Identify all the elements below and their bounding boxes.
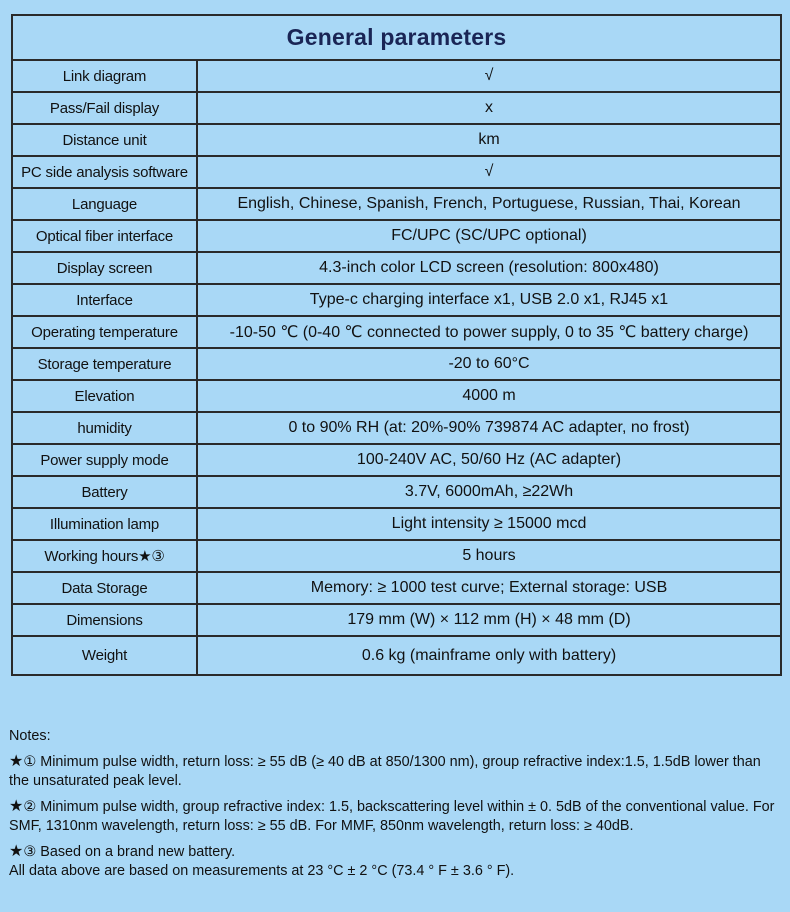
row-label: Dimensions xyxy=(12,604,197,636)
row-label: Display screen xyxy=(12,252,197,284)
table-row xyxy=(12,540,781,572)
table-row xyxy=(12,60,781,92)
table-row xyxy=(12,604,781,636)
row-label: humidity xyxy=(12,412,197,444)
table-row xyxy=(12,572,781,604)
row-label: Distance unit xyxy=(12,124,197,156)
row-value: √ xyxy=(197,156,781,188)
row-value: Light intensity ≥ 15000 mcd xyxy=(197,508,781,540)
row-value: English, Chinese, Spanish, French, Portuguese, Russian, Thai, Korean xyxy=(197,188,781,220)
row-value: Memory: ≥ 1000 test curve; External storage: USB xyxy=(197,572,781,604)
table-row xyxy=(12,92,781,124)
note-1-text: Minimum pulse width, return loss: ≥ 55 dB (≥ 40 dB at 850/1300 nm), group refractive index:1.5, 1.5dB lower than the unsaturated peak level. xyxy=(9,754,761,789)
row-value: -20 to 60°C xyxy=(197,348,781,380)
table-title: General parameters xyxy=(12,15,781,60)
table-row xyxy=(12,636,781,675)
row-value: FC/UPC (SC/UPC optional) xyxy=(197,220,781,252)
table-row xyxy=(12,380,781,412)
row-label: Language xyxy=(12,188,197,220)
row-label: Weight xyxy=(12,636,197,675)
notes-section xyxy=(9,727,783,881)
row-value: 5 hours xyxy=(197,540,781,572)
row-label: Power supply mode xyxy=(12,444,197,476)
row-value: 100-240V AC, 50/60 Hz (AC adapter) xyxy=(197,444,781,476)
general-parameters-table xyxy=(11,14,782,676)
table-row xyxy=(12,124,781,156)
star-icon: ★ xyxy=(9,753,24,770)
table-row xyxy=(12,188,781,220)
circled-three-marker: ③ xyxy=(23,844,37,860)
star-icon: ★ xyxy=(9,798,24,815)
row-value: 179 mm (W) × 112 mm (H) × 48 mm (D) xyxy=(197,604,781,636)
row-value: 3.7V, 6000mAh, ≥22Wh xyxy=(197,476,781,508)
row-label: Illumination lamp xyxy=(12,508,197,540)
row-value: x xyxy=(197,92,781,124)
row-label: Battery xyxy=(12,476,197,508)
row-value: 0.6 kg (mainframe only with battery) xyxy=(197,636,781,675)
row-label: Optical fiber interface xyxy=(12,220,197,252)
table-row xyxy=(12,220,781,252)
table-row xyxy=(12,444,781,476)
table-row xyxy=(12,476,781,508)
circled-one-marker: ① xyxy=(23,754,37,770)
table-body xyxy=(12,60,781,675)
row-value: km xyxy=(197,124,781,156)
row-label: Elevation xyxy=(12,380,197,412)
row-label: Operating temperature xyxy=(12,316,197,348)
table-header-row xyxy=(12,15,781,60)
table-row xyxy=(12,348,781,380)
notes-footer: All data above are based on measurements at 23 °C ± 2 °C (73.4 ° F ± 3.6 ° F). xyxy=(9,863,515,879)
table-row xyxy=(12,252,781,284)
table-row xyxy=(12,156,781,188)
note-3-text: Based on a brand new battery. xyxy=(36,844,236,860)
note-3 xyxy=(9,842,783,862)
table-row xyxy=(12,284,781,316)
row-value: 4.3-inch color LCD screen (resolution: 800x480) xyxy=(197,252,781,284)
row-value: 0 to 90% RH (at: 20%-90% 739874 AC adapter, no frost) xyxy=(197,412,781,444)
notes-heading: Notes: xyxy=(9,728,51,744)
row-value: 4000 m xyxy=(197,380,781,412)
note-1 xyxy=(9,752,783,791)
table-row xyxy=(12,412,781,444)
row-value: -10-50 ℃ (0-40 ℃ connected to power supply, 0 to 35 ℃ battery charge) xyxy=(197,316,781,348)
row-label: Data Storage xyxy=(12,572,197,604)
row-label: PC side analysis software xyxy=(12,156,197,188)
row-value: Type-c charging interface x1, USB 2.0 x1, RJ45 x1 xyxy=(197,284,781,316)
star-icon: ★ xyxy=(9,843,24,860)
table-row xyxy=(12,316,781,348)
row-label: Working hours★③ xyxy=(12,540,197,572)
row-label: Interface xyxy=(12,284,197,316)
note-2-text: Minimum pulse width, group refractive index: 1.5, backscattering level within ± 0. 5dB of the conventional value. For SMF, 1310nm wavelength, return loss: ≥ 55 dB. For MMF, 850nm wavelength, return loss: ≥ 40dB. xyxy=(9,799,775,834)
row-label: Link diagram xyxy=(12,60,197,92)
row-value: √ xyxy=(197,60,781,92)
table-row xyxy=(12,508,781,540)
row-label: Storage temperature xyxy=(12,348,197,380)
circled-two-marker: ② xyxy=(23,799,37,815)
row-label: Pass/Fail display xyxy=(12,92,197,124)
note-2 xyxy=(9,797,783,836)
